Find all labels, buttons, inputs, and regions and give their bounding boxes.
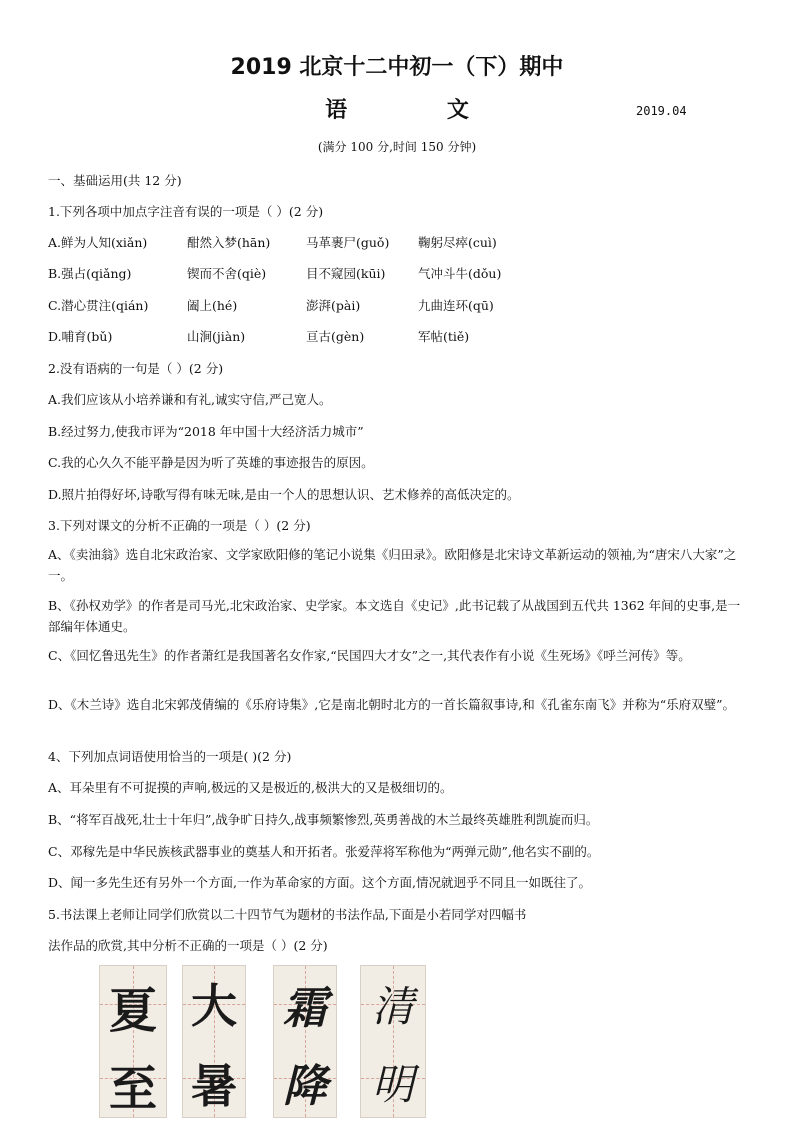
q4-option-c: C、邓稼先是中华民族核武器事业的奠基人和开拓者。张爱萍将军称他为“两弹元勋”,他名实不副的。 (48, 844, 600, 859)
q3-option-d: D、《木兰诗》选自北宋郭茂倩编的《乐府诗集》,它是南北朝时北方的一首长篇叙事诗,和《孔雀东南飞》并称为“乐府双璧”。 (48, 697, 736, 712)
calligraphy-char: 大 (191, 979, 237, 1033)
calligraphy-char: 明 (371, 1060, 414, 1109)
q1-option-d3: 亘古(gèn) (306, 329, 365, 344)
q1-option-c2: 阖上(hé) (187, 298, 238, 313)
q1-option-d4: 军帖(tiě) (418, 329, 470, 344)
exam-date: 2019.04 (636, 104, 687, 118)
calligraphy-char: 降 (283, 1061, 327, 1112)
q3-option-c: C、《回忆鲁迅先生》的作者萧红是我国著名女作家,“民国四大才女”之一,其代表作有小说《生死场》《呼兰河传》等。 (48, 648, 691, 663)
q4-option-a: A、耳朵里有不可捉摸的声响,极远的又是极近的,极洪大的又是极细切的。 (48, 780, 453, 795)
q3-option-b: B、《孙权劝学》的作者是司马光,北宋政治家、史学家。本文选自《史记》,此书记载了从战国到五代共 1362 年间的史事,是一部编年体通史。 (48, 598, 741, 634)
calligraphy-char: 暑 (191, 1059, 237, 1113)
q1-option-a3: 马革裹尸(guǒ) (306, 235, 390, 250)
q1-option-a4: 鞠躬尽瘁(cuì) (418, 235, 497, 250)
q1-option-c4: 九曲连环(qū) (418, 298, 494, 313)
question-1-stem: 1.下列各项中加点字注音有误的一项是（ ）(2 分) (48, 204, 324, 219)
section-heading: 一、基础运用(共 12 分) (48, 173, 182, 188)
page-title: 2019 北京十二中初一（下）期中 (230, 55, 564, 80)
calligraphy-artwork-3 (273, 965, 337, 1118)
q1-option-c1: C.潜心贯注(qián) (48, 298, 149, 313)
q2-option-b: B.经过努力,使我市评为“2018 年中国十大经济活力城市” (48, 424, 364, 439)
q1-option-b1: B.强占(qiǎng) (48, 266, 132, 281)
calligraphy-char: 清 (371, 982, 414, 1031)
question-5-stem-line1: 5.书法课上老师让同学们欣赏以二十四节气为题材的书法作品,下面是小若同学对四幅书 (48, 907, 527, 922)
q1-option-b3: 目不窥园(kūi) (306, 266, 386, 281)
q1-option-d1: D.哺育(bǔ) (48, 329, 113, 344)
q1-option-d2: 山涧(jiàn) (187, 329, 246, 344)
subject-title: 语 文 (325, 97, 515, 123)
calligraphy-char: 夏 (108, 983, 157, 1039)
calligraphy-artwork-2 (182, 965, 246, 1118)
q1-option-b4: 气冲斗牛(dǒu) (418, 266, 502, 281)
exam-info: (满分 100 分,时间 150 分钟) (317, 140, 477, 154)
q2-option-c: C.我的心久久不能平静是因为听了英雄的事迹报告的原因。 (48, 455, 374, 470)
q1-option-a2: 酣然入梦(hān) (187, 235, 271, 250)
q4-option-d: D、闻一多先生还有另外一个方面,一作为革命家的方面。这个方面,情况就迥乎不同且一如既往了。 (48, 875, 591, 890)
q2-option-a: A.我们应该从小培养谦和有礼,诚实守信,严己宽人。 (48, 392, 332, 407)
calligraphy-char: 霜 (283, 983, 327, 1034)
calligraphy-char: 至 (108, 1061, 157, 1117)
calligraphy-artwork-4 (360, 965, 426, 1118)
calligraphy-artwork-1 (99, 965, 167, 1118)
q1-option-c3: 澎湃(pài) (306, 298, 361, 313)
q3-option-a: A、《卖油翁》选自北宋政治家、文学家欧阳修的笔记小说集《归田录》。欧阳修是北宋诗文革新运动的领袖,为“唐宋八大家”之一。 (48, 547, 737, 583)
question-3-stem: 3.下列对课文的分析不正确的一项是（ ）(2 分) (48, 518, 311, 533)
q4-option-b: B、“将军百战死,壮士十年归”,战争旷日持久,战事频繁惨烈,英勇善战的木兰最终英雄胜利凯旋而归。 (48, 812, 599, 827)
question-5-stem-line2: 法作品的欣赏,其中分析不正确的一项是（ ）(2 分) (48, 938, 328, 953)
question-4-stem: 4、下列加点词语使用恰当的一项是( )(2 分) (48, 749, 292, 764)
q1-option-a1: A.鲜为人知(xiǎn) (48, 235, 148, 250)
q2-option-d: D.照片拍得好坏,诗歌写得有味无味,是由一个人的思想认识、艺术修养的高低决定的。 (48, 487, 520, 502)
question-2-stem: 2.没有语病的一句是（ ）(2 分) (48, 361, 224, 376)
q1-option-b2: 锲而不舍(qiè) (187, 266, 267, 281)
